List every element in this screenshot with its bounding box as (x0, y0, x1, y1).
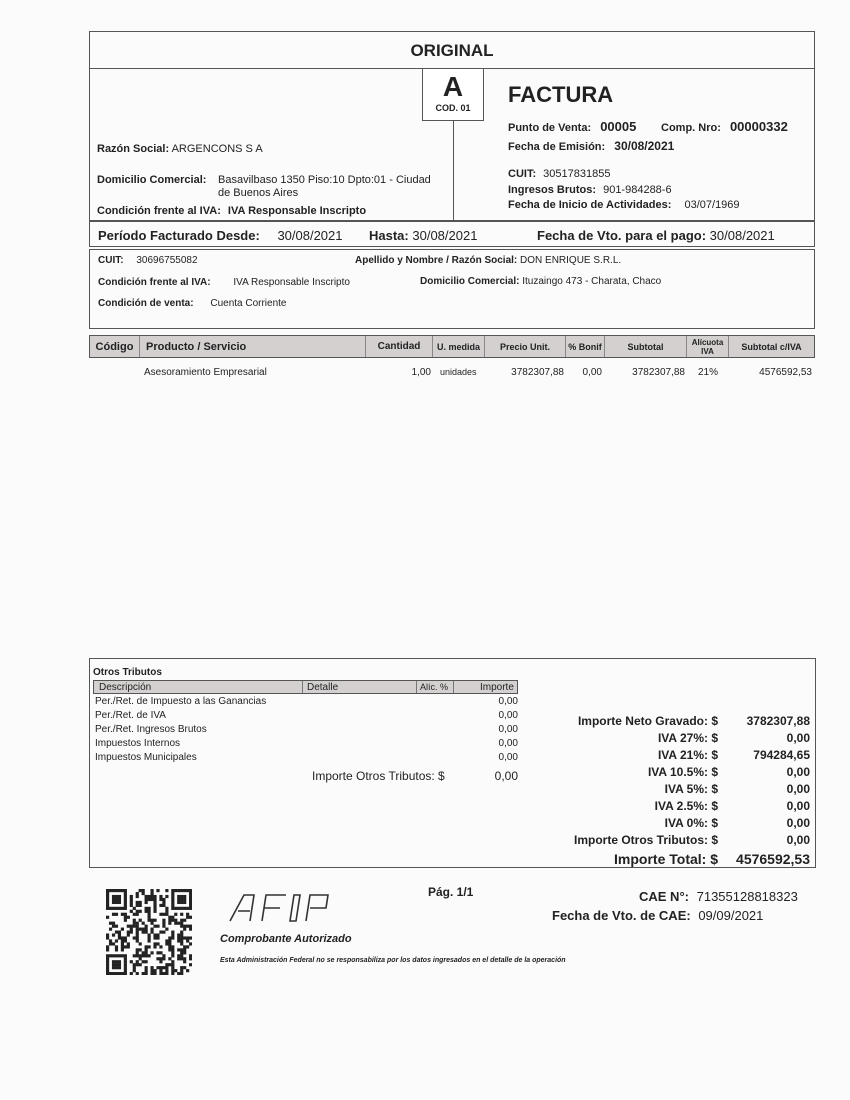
period-box (89, 221, 815, 247)
otros-tributos-header (93, 680, 518, 694)
ot-col-divider-2 (416, 681, 417, 693)
issuer-condicion-iva: Condición frente al IVA: IVA Responsable Inscripto (97, 205, 367, 217)
col-header-producto: Producto / Servicio (140, 336, 366, 357)
issuer-domicilio-line1: Basavilbaso 1350 Piso:10 Dpto:01 - Ciudad (218, 174, 431, 186)
item-producto: Asesoramiento Empresarial (144, 367, 267, 378)
issuer-inicio-actividades: Fecha de Inicio de Actividades: 03/07/1969 (508, 199, 740, 211)
original-label: ORIGINAL (410, 41, 494, 60)
qr-code (106, 889, 192, 975)
issuer-cuit: CUIT: 30517831855 (508, 168, 611, 180)
col-header-subtotal-iva: Subtotal c/IVA (741, 341, 802, 352)
item-subtotal: 3782307,88 (632, 367, 685, 378)
ot-col-descripcion: Descripción (99, 682, 152, 693)
col-header-alicuota: Alícuota IVA (687, 336, 729, 357)
cae-vto: Fecha de Vto. de CAE: 09/09/2021 (552, 908, 764, 923)
comprobante-autorizado: Comprobante Autorizado (220, 933, 352, 945)
doc-type-title: FACTURA (508, 82, 614, 107)
issuer-ingresos-brutos: Ingresos Brutos: 901-984288-6 (508, 184, 672, 196)
col-header-subtotal: Subtotal (605, 336, 687, 357)
afip-disclaimer: Esta Administración Federal no se responsabiliza por los datos ingresados en el detalle de la operación (220, 957, 566, 964)
fecha-emision: Fecha de Emisión: 30/08/2021 (508, 139, 675, 153)
col-header-cantidad: Cantidad (366, 336, 433, 357)
cae-number: CAE N°: 71355128818323 (639, 889, 798, 904)
afip-logo-graphic (228, 893, 334, 923)
pagina-label: Pág. 1/1 (428, 885, 474, 899)
item-subtotal-iva: 4576592,53 (759, 367, 812, 378)
item-bonif: 0,00 (582, 367, 602, 378)
table-row (89, 367, 815, 381)
customer-domicilio: Domicilio Comercial: Ituzaingo 473 - Charata, Chaco (420, 276, 662, 287)
ot-col-divider-1 (302, 681, 303, 693)
col-header-bonif: % Bonif (566, 336, 605, 357)
invoice-letter: A (442, 71, 464, 102)
customer-condicion-iva: Condición frente al IVA: IVA Responsable Inscripto (98, 277, 350, 288)
col-header-precio: Precio Unit. (485, 336, 566, 357)
header-box (89, 31, 815, 221)
otros-tributos-title: Otros Tributos (93, 667, 162, 678)
ot-col-detalle: Detalle (307, 682, 339, 693)
punto-venta: Punto de Venta: 00005 (508, 119, 637, 134)
customer-condicion-venta: Condición de venta: Cuenta Corriente (98, 298, 287, 309)
afip-logo (228, 893, 334, 923)
fecha-vto-pago: Fecha de Vto. para el pago: 30/08/2021 (537, 228, 775, 243)
item-alicuota: 21% (698, 367, 719, 378)
issuer-domicilio-label: Domicilio Comercial: (97, 174, 207, 186)
item-precio: 3782307,88 (511, 367, 564, 378)
comp-nro: Comp. Nro: 00000332 (661, 119, 788, 134)
col-header-unidad: U. medida (433, 336, 485, 357)
issuer-razon-social: Razón Social: ARGENCONS S A (97, 143, 263, 155)
item-unidad: unidades (440, 367, 477, 377)
ot-col-importe: Importe (480, 682, 514, 693)
center-vertical-divider (453, 120, 454, 221)
ot-col-alic: Alíc. % (420, 682, 449, 692)
customer-nombre: Apellido y Nombre / Razón Social: DON ENRIQUE S.R.L. (355, 255, 622, 266)
item-cantidad: 1,00 (411, 367, 431, 378)
items-table-header (89, 335, 815, 358)
ot-col-divider-3 (453, 681, 454, 693)
ot-total-value: 0,00 (494, 769, 518, 783)
customer-cuit: CUIT: 30696755082 (98, 255, 198, 266)
issuer-domicilio-line2: de Buenos Aires (218, 187, 299, 199)
customer-box (89, 249, 815, 329)
letter-box (422, 68, 484, 121)
ot-total-label: Importe Otros Tributos: $ (312, 769, 445, 783)
periodo-desde: Período Facturado Desde: 30/08/2021 (98, 228, 343, 243)
periodo-hasta: Hasta: 30/08/2021 (369, 228, 478, 243)
totals-box: Otros Tributos Descripción Detalle Alíc. % Importe Per./Ret. de Impuesto a las Ganancias 0,00 Per./Ret. de IVA 0,00 Per./Ret. Ingresos Brutos 0,00 Impuestos Internos 0,00 Impuestos Municipales 0,00 Importe Otros Tributos: $ 0,00 Importe Neto Gravado: $ 3782307,88 IVA 27%: $ 0,00 IVA 21%: $ 794284,65 IVA 10.5%: $ 0,00 IVA 5%: $ 0,00 IVA 2.5%: $ 0,00 IVA 0%: $ 0,00 Importe Otros Tributos: $ 0,00 Importe Total: $ 4576592,53 (89, 658, 816, 868)
invoice-code: COD. 01 (435, 103, 471, 113)
qr-code-graphic (106, 889, 192, 975)
col-header-codigo: Código (90, 336, 140, 357)
